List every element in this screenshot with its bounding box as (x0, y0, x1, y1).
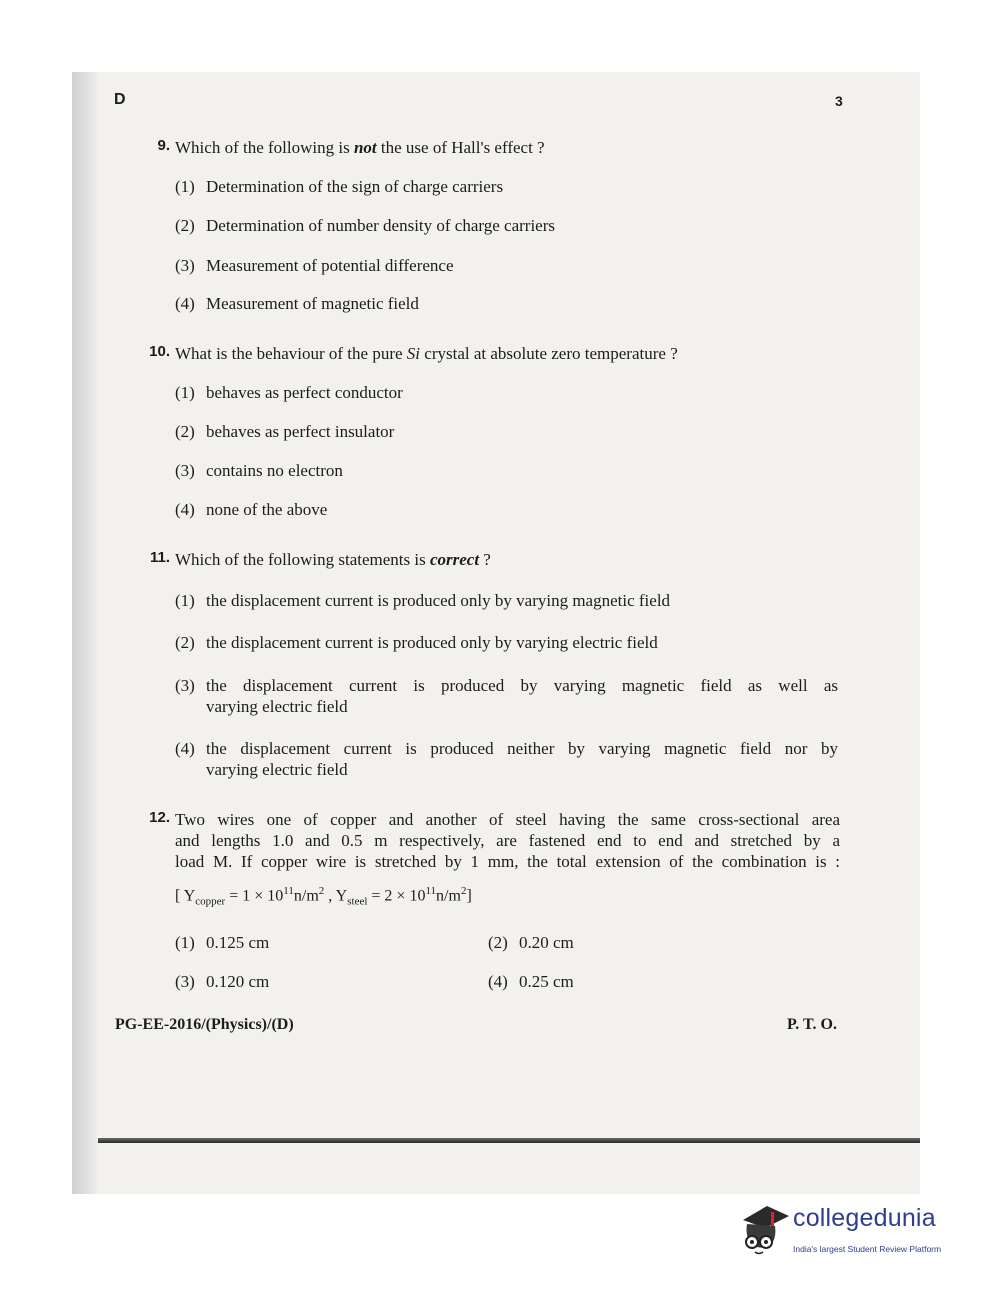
option-number: (4) (175, 294, 195, 313)
formula-unit: n/m (436, 887, 461, 905)
option-text: 0.125 cm (206, 933, 270, 952)
option-text: Measurement of magnetic field (206, 294, 419, 313)
formula-exponent: 11 (283, 885, 294, 897)
option-number: (1) (175, 591, 195, 610)
option-number: (1) (175, 177, 195, 196)
question-text-part: Which of the following is (175, 138, 354, 157)
option-number: (2) (488, 933, 508, 952)
option-text: the displacement current is produced only by varying magnetic field (206, 591, 671, 610)
option-number: (4) (175, 500, 195, 519)
question-text (175, 343, 840, 364)
question-text-line-3: load M. If copper wire is stretched by 1 mm, the total extension of the combination is : (175, 852, 840, 871)
option-text: Measurement of potential difference (206, 256, 454, 275)
student-mascot-icon (737, 1198, 793, 1258)
question-text (175, 549, 840, 570)
formula-part: , Y (324, 887, 348, 905)
option-number: (2) (175, 216, 195, 235)
question-text-line-2: and lengths 1.0 and 0.5 m respectively, are fastened end to end and stretched by a (175, 831, 840, 850)
question-text-part: What is the behaviour of the pure (175, 344, 407, 363)
option-number: (4) (488, 972, 508, 991)
page-number: 3 (835, 93, 843, 109)
option-text: 0.20 cm (519, 933, 574, 952)
option-number: (2) (175, 633, 195, 652)
formula-part: = 2 × 10 (367, 887, 426, 905)
option-text: Determination of the sign of charge carriers (206, 177, 504, 196)
option-text-line-1: the displacement current is produced by varying magnetic field as well as (206, 676, 838, 695)
option-number: (1) (175, 933, 195, 952)
question-text-line-1: Two wires one of copper and another of steel having the same cross-sectional area (175, 810, 840, 829)
question-text-part: the use of Hall's effect ? (376, 138, 545, 157)
formula-subscript: copper (195, 895, 226, 908)
option-number: (3) (175, 676, 195, 695)
option-number: (3) (175, 256, 195, 275)
formula-part: ] (466, 887, 472, 905)
question-set-letter: D (114, 91, 126, 108)
formula-part: [ Y (175, 887, 196, 905)
option-text-line-2: varying electric field (206, 760, 348, 779)
formula-part: = 1 × 10 (225, 887, 284, 905)
option-number: (4) (175, 739, 195, 758)
question-text-part: crystal at absolute zero temperature ? (420, 344, 678, 363)
paper-code: PG-EE-2016/(Physics)/(D) (115, 1016, 294, 1033)
question-emphasis: not (353, 138, 377, 157)
formula-subscript: steel (347, 895, 368, 908)
please-turn-over: P. T. O. (787, 1016, 837, 1033)
question-text-part: ? (479, 550, 491, 569)
option-text: behaves as perfect insulator (206, 422, 395, 441)
question-number: 9. (157, 137, 170, 154)
question-emphasis: correct (429, 550, 480, 569)
option-text: none of the above (206, 500, 328, 519)
brand-name: collegedunia (793, 1204, 936, 1232)
option-text: Determination of number density of charge carriers (206, 216, 555, 235)
youngs-modulus-formula (175, 885, 472, 908)
question-number: 11. (149, 549, 170, 566)
option-number: (1) (175, 383, 195, 402)
question-emphasis: Si (406, 344, 421, 363)
question-text (175, 137, 840, 158)
question-number: 12. (149, 809, 170, 826)
scan-edge-shadow (72, 72, 98, 1194)
question-number: 10. (149, 343, 170, 360)
question-text-part: Which of the following statements is (175, 550, 430, 569)
option-text: behaves as perfect conductor (206, 383, 403, 402)
collegedunia-watermark (737, 1198, 967, 1268)
page-bottom-rule (98, 1138, 920, 1143)
option-text: 0.120 cm (206, 972, 270, 991)
option-number: (2) (175, 422, 195, 441)
formula-exponent: 2 (318, 885, 325, 897)
formula-exponent: 2 (460, 885, 467, 897)
option-text: contains no electron (206, 461, 343, 480)
option-number: (3) (175, 461, 195, 480)
formula-unit: n/m (293, 887, 319, 905)
option-text: the displacement current is produced only by varying electric field (206, 633, 658, 652)
option-number: (3) (175, 972, 195, 991)
formula-exponent: 11 (425, 885, 437, 897)
option-text: 0.25 cm (519, 972, 574, 991)
option-text-line-1: the displacement current is produced neither by varying magnetic field nor by (206, 739, 838, 758)
brand-tagline: India's largest Student Review Platform (793, 1244, 942, 1254)
option-text-line-2: varying electric field (206, 697, 348, 716)
